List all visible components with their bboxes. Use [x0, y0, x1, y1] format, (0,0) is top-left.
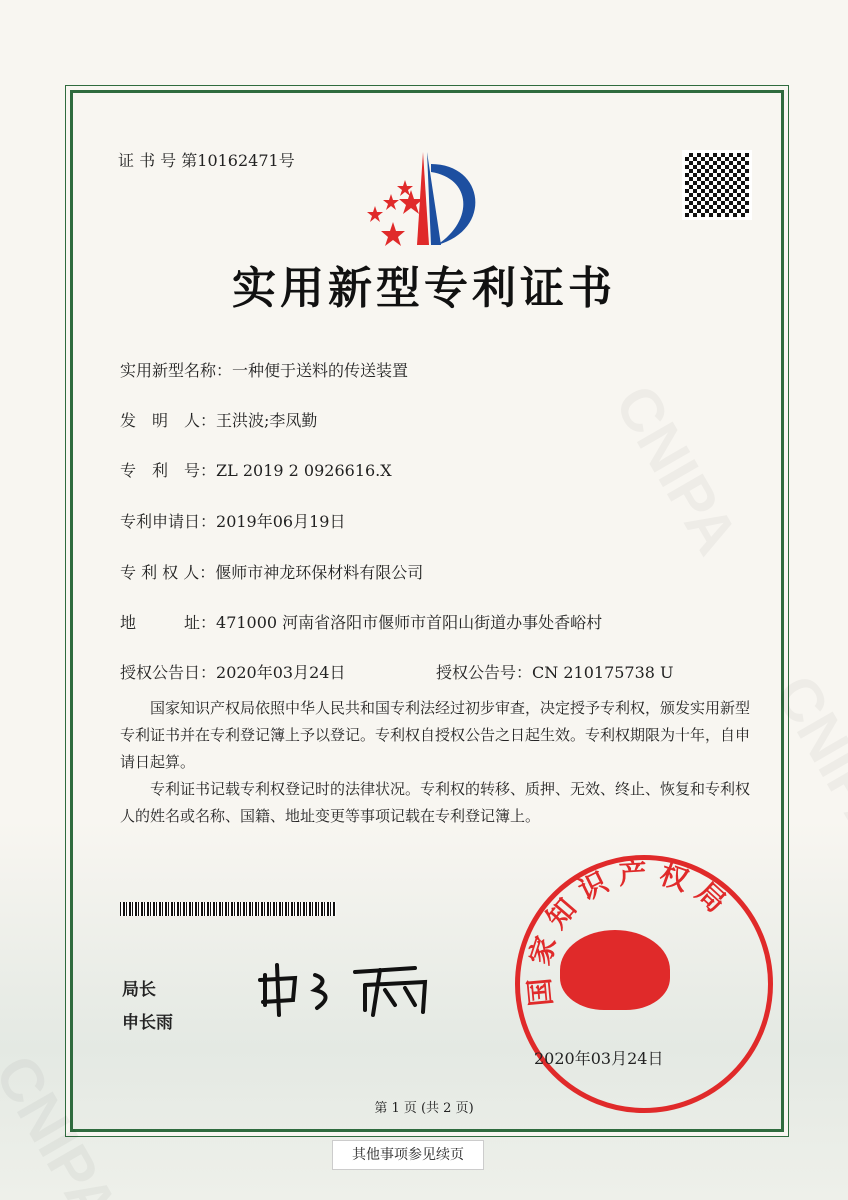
field-label: 地 址：: [120, 613, 217, 632]
field-label: 授权公告号：: [436, 663, 533, 682]
field-label: 专 利 权 人：: [120, 563, 216, 582]
field-label: 专 利 号：: [120, 461, 217, 480]
seal-date: 2020年03月24日: [534, 1049, 664, 1068]
barcode: [120, 902, 336, 916]
field-value: ZL 2019 2 0926616.X: [216, 461, 392, 480]
field-grant-date: [120, 660, 345, 683]
field-label: 专利申请日：: [120, 512, 217, 531]
field-label: 授权公告日：: [120, 663, 217, 682]
qr-code: [682, 150, 752, 220]
director-name: 申长雨: [122, 1013, 173, 1033]
field-name: [120, 358, 408, 381]
field-inventor: [120, 408, 317, 431]
field-label: 发 明 人：: [120, 411, 217, 430]
field-announcement-number: [436, 660, 674, 683]
paragraph: 专利证书记载专利权登记时的法律状况。专利权的转移、质押、无效、终止、恢复和专利权人的姓名或名称、国籍、地址变更等事项记载在专利登记簿上。: [120, 780, 751, 825]
field-value: 一种便于送料的传送装置: [232, 361, 409, 380]
page-title: 实用新型专利证书: [232, 263, 616, 314]
field-patentee: [120, 560, 423, 583]
field-address: [120, 610, 602, 633]
certificate-number: 证 书 号 第10162471号: [118, 151, 295, 170]
field-value: 偃师市神龙环保材料有限公司: [215, 563, 424, 582]
field-value: CN 210175738 U: [532, 663, 674, 682]
cnipa-logo: [365, 150, 495, 250]
field-application-date: [120, 509, 345, 532]
page-info: 第 1 页 (共 2 页): [374, 1101, 474, 1116]
field-value: 471000 河南省洛阳市偃师市首阳山街道办事处香峪村: [216, 613, 603, 632]
signature: [255, 960, 440, 1020]
continued-note: 其他事项参见续页: [332, 1140, 484, 1170]
field-value: 王洪波;李凤勤: [216, 411, 318, 430]
field-value: 2020年03月24日: [216, 663, 346, 682]
field-value: 2019年06月19日: [216, 512, 346, 531]
field-patent-number: [120, 458, 392, 481]
director-title: 局长: [122, 980, 156, 1000]
seal-text: 国家知识产权局: [521, 855, 740, 1008]
paragraph: 国家知识产权局依照中华人民共和国专利法经过初步审查，决定授予专利权，颁发实用新型专利证书并在专利登记簿上予以登记。专利权自授权公告之日起生效。专利权期限为十年，自申请日起算。: [120, 699, 751, 771]
field-label: 实用新型名称：: [120, 361, 233, 380]
svg-text:国家知识产权局: [522, 856, 740, 1008]
seal-text-ring: [515, 855, 773, 1113]
